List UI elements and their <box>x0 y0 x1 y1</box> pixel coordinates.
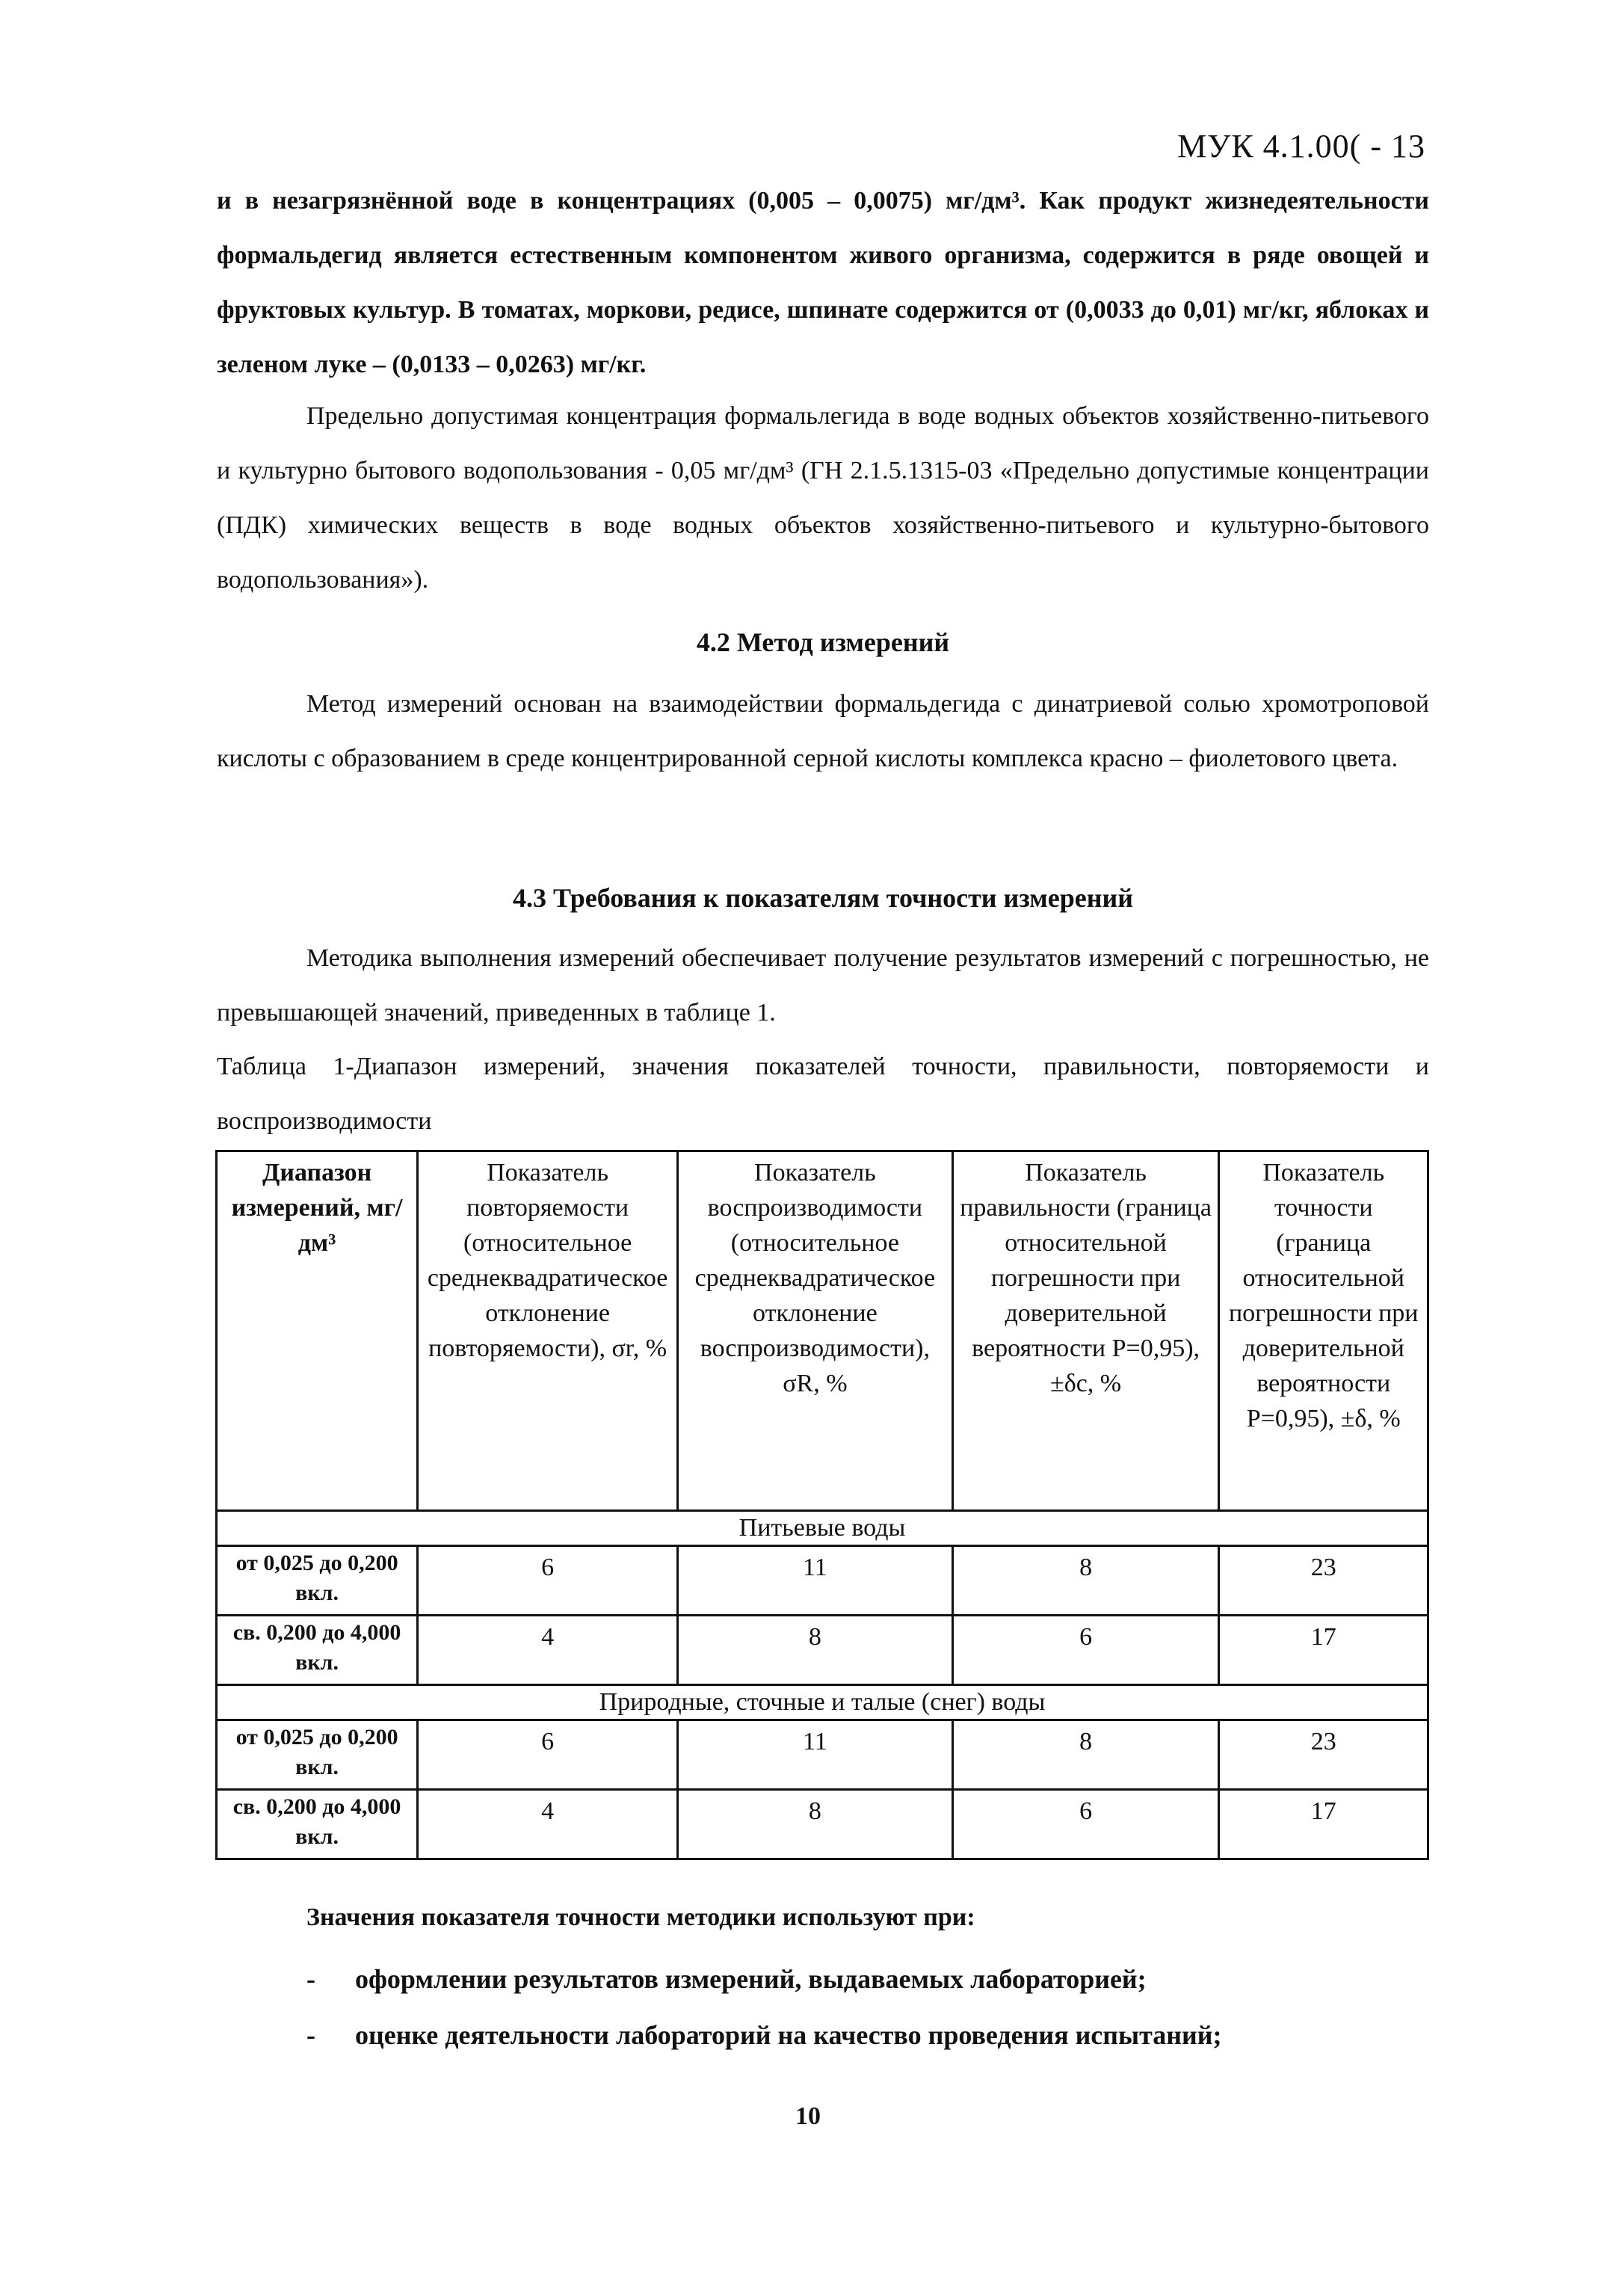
section-4-3-body <box>217 931 1429 1040</box>
cell-accuracy: 17 <box>1219 1790 1428 1859</box>
table-row <box>217 1616 1428 1685</box>
cell-repeatability: 6 <box>418 1720 678 1790</box>
list-dash: - <box>306 1964 315 1994</box>
table-header-row <box>217 1151 1428 1511</box>
section-4-3-title: 4.3 Требования к показателям точности измерений <box>513 883 1133 913</box>
group-row-natural-water <box>217 1685 1428 1720</box>
cell-accuracy: 17 <box>1219 1616 1428 1685</box>
cell-range: св. 0,200 до 4,000 вкл. <box>217 1790 418 1859</box>
section-4-3-text: Методика выполнения измерений обеспечивает получение результатов измерений с погрешностью, не превышающей значений, приведенных в таблице 1. <box>217 944 1429 1027</box>
accuracy-table <box>215 1150 1429 1860</box>
section-4-2-body <box>217 677 1429 786</box>
header-accuracy: Показатель точности (граница относительной погрешности при доверительной вероятности P=0,95), ±δ, % <box>1219 1151 1428 1511</box>
cell-repeatability: 4 <box>418 1616 678 1685</box>
section-4-2-title: 4.2 Метод измерений <box>696 627 950 657</box>
header-reproducibility: Показатель воспроизводимости (относительное среднеквадратическое отклонение воспроизводимости), σR, % <box>678 1151 953 1511</box>
cell-reproducibility: 8 <box>678 1616 953 1685</box>
cell-repeatability: 4 <box>418 1790 678 1859</box>
cell-trueness: 6 <box>952 1616 1219 1685</box>
table-row <box>217 1790 1428 1859</box>
cell-range: от 0,025 до 0,200 вкл. <box>217 1546 418 1616</box>
header-repeatability: Показатель повторяемости (относительное среднеквадратическое отклонение повторяемости), σr, % <box>418 1151 678 1511</box>
document-code: МУК 4.1.00( - 13 <box>1177 128 1425 164</box>
intro-paragraph-1 <box>217 173 1429 392</box>
cell-range: св. 0,200 до 4,000 вкл. <box>217 1616 418 1685</box>
list-item <box>306 2007 1428 2063</box>
list-item-text: оценке деятельности лабораторий на качество проведения испытаний; <box>355 2020 1222 2050</box>
header-trueness: Показатель правильности (граница относительной погрешности при доверительной вероятности P=0,95), ±δc, % <box>952 1151 1219 1511</box>
cell-trueness: 8 <box>952 1720 1219 1790</box>
usage-list <box>306 1951 1428 2063</box>
group-title: Питьевые воды <box>217 1511 1428 1546</box>
cell-reproducibility: 11 <box>678 1546 953 1616</box>
cell-repeatability: 6 <box>418 1546 678 1616</box>
header-range: Диапазон измерений, мг/дм³ <box>217 1151 418 1511</box>
list-item <box>306 1951 1428 2007</box>
cell-accuracy: 23 <box>1219 1720 1428 1790</box>
intro-text-2: Предельно допустимая концентрация формальлегида в воде водных объектов хозяйственно-питьевого и культурно бытового водопользования - 0,05 мг/дм³ (ГН 2.1.5.1315-03 «Предельно допустимые концентрации (ПДК) химических веществ в воде водных объектов хозяйственно-питьевого и культурно-бытового водопользования»). <box>217 402 1429 594</box>
usage-lead: Значения показателя точности методики используют при: <box>306 1903 975 1931</box>
cell-reproducibility: 11 <box>678 1720 953 1790</box>
cell-reproducibility: 8 <box>678 1790 953 1859</box>
intro-text-1: и в незагрязнённой воде в концентрациях (0,005 – 0,0075) мг/дм³. Как продукт жизнедеятельности формальдегид является естественным компонентом живого организма, содержится в ряде овощей и фруктовых культур. В томатах, моркови, редисе, шпинате содержится от (0,0033 до 0,01) мг/кг, яблоках и зеленом луке – (0,0133 – 0,0263) мг/кг. <box>217 187 1429 378</box>
table-row <box>217 1720 1428 1790</box>
table-row <box>217 1546 1428 1616</box>
group-row-drinking-water <box>217 1511 1428 1546</box>
table-caption: Таблица 1-Диапазон измерений, значения показателей точности, правильности, повторяемости и воспроизводимости <box>217 1053 1429 1135</box>
group-title: Природные, сточные и талые (снег) воды <box>217 1685 1428 1720</box>
list-item-text: оформлении результатов измерений, выдаваемых лабораторией; <box>355 1964 1147 1994</box>
section-4-2-text: Метод измерений основан на взаимодействии формальдегида с динатриевой солью хромотроповой кислоты с образованием в среде концентрированной серной кислоты комплекса красно – фиолетового цвета. <box>217 690 1429 772</box>
cell-range: от 0,025 до 0,200 вкл. <box>217 1720 418 1790</box>
cell-trueness: 8 <box>952 1546 1219 1616</box>
page-number: 10 <box>795 2102 821 2130</box>
intro-paragraph-2 <box>217 389 1429 607</box>
list-dash: - <box>306 2020 315 2050</box>
cell-trueness: 6 <box>952 1790 1219 1859</box>
cell-accuracy: 23 <box>1219 1546 1428 1616</box>
